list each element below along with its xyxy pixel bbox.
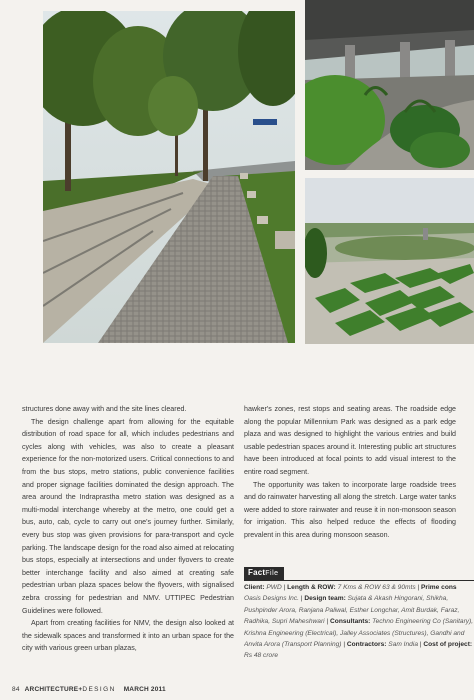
client-label: Client:	[244, 584, 265, 591]
prime-consultant-value: Oasis Designs Inc.	[244, 595, 299, 603]
contractors-label: Contractors:	[346, 641, 387, 649]
article-column-left	[22, 403, 234, 655]
photo-flyover-plaza	[305, 0, 474, 170]
length-label: Length & ROW:	[287, 584, 336, 591]
cost-label: Cost of project:	[423, 641, 473, 649]
client-value: PWD	[266, 584, 282, 591]
consultants-value: Techno Engineering Co (Sanitary), Krishna Engineering (Electrical), Jalley Associates (Structures), Gandhi and Anvita Arora (Transport Planning)	[244, 618, 474, 649]
fact-file-box	[244, 567, 474, 662]
magazine-name-suffix: DESIGN	[82, 686, 116, 693]
length-value: 7 Kms & ROW 63 & 90mts	[337, 584, 416, 591]
paragraph: hawker's zones, rest stops and seating areas. The roadside edge along the popular Millennium Park was designed as a park edge plaza and was designed to highlight the various entries and build usable pedestrian spaces around it. Interesting public art structures have been introduced at focal points to add visual interest to the entire road segment.	[244, 405, 456, 476]
paragraph: structures done away with and the site lines cleared.	[22, 405, 187, 413]
contractors-value: Sam India	[388, 641, 418, 649]
paragraph: Apart from creating facilities for NMV, the design also looked at the sidewalk spaces and transformed it into an urban space for the city with various green urban plazas,	[22, 619, 234, 653]
page-footer	[12, 686, 166, 693]
photo-interchange-gardens	[305, 178, 474, 344]
photo-landscaped-promenade	[43, 11, 295, 343]
fact-file-body: Client: PWD | Length & ROW: 7 Kms & ROW 63 & 90mts | Prime cons Oasis Designs Inc. | Design team: Sujata & Akash Hingorani, Shikha, Pushpinder Arora, Ranjana Paliwal, Esther Longchar, Amit Burdak, Faraz, Radhika, Supri Maheshwari | Consultants: Techno Engineering Co (Sanitary), Krishna Engineering (Electrical), Jalley Associates (Structures), Gandhi and Anvita Arora (Transport Planning) | Contractors: Sam India | Cost of project: Rs 48 crore	[244, 580, 474, 662]
prime-consultant-label: Prime cons	[421, 584, 457, 591]
magazine-name: ARCHITECTURE+	[24, 686, 83, 693]
fact-file-heading: FactFile	[244, 567, 284, 580]
paragraph: The design challenge apart from allowing for the equitable distribution of road space for all, which includes pedestrians and cycles along with vehicles, was also to create a pleasant experience for the non-motorized users. Critical connections to and from the bus stops, metro stations, public convenience facilities and proper signage facilities dominated the design approach. The area around the Indraprastha metro station was designed as a multi-modal interchange whereby at the metro, one could get a bus, auto, cab, cycle to carry out one's journey further. Similarly, every bus stop was given provisions for para-transport and cycle parking. The landscape design for the road also aimed at relocating bus stops, especially at intersections and under flyovers to create better interchange facility and also aimed at creating safe pedestrian urban plaza spaces below the flyovers, with signalised zebra crossing for pedestrian and NMV. UTTIPEC Pedestrian Guidelines were followed.	[22, 417, 234, 615]
design-team-value: Sujata & Akash Hingorani, Shikha, Pushpinder Arora, Ranjana Paliwal, Esther Longchar, Amit Burdak, Faraz, Radhika, Supri Maheshwari	[244, 595, 460, 626]
page-number: 84	[12, 686, 20, 693]
article-column-right	[244, 403, 456, 542]
design-team-label: Design team:	[304, 595, 346, 603]
paragraph: The opportunity was taken to incorporate large roadside trees and do rainwater harvesting all along the stretch. Large water tanks were added to store rainwater and reuse it in non-monsoon season for irrigation. This also helped reduce the effects of flooding prevalent in this area during monsoon season.	[244, 480, 456, 539]
cost-value: Rs 48 crore	[244, 652, 279, 660]
issue-date: MARCH 2011	[123, 686, 166, 693]
consultants-label: Consultants:	[330, 618, 371, 626]
